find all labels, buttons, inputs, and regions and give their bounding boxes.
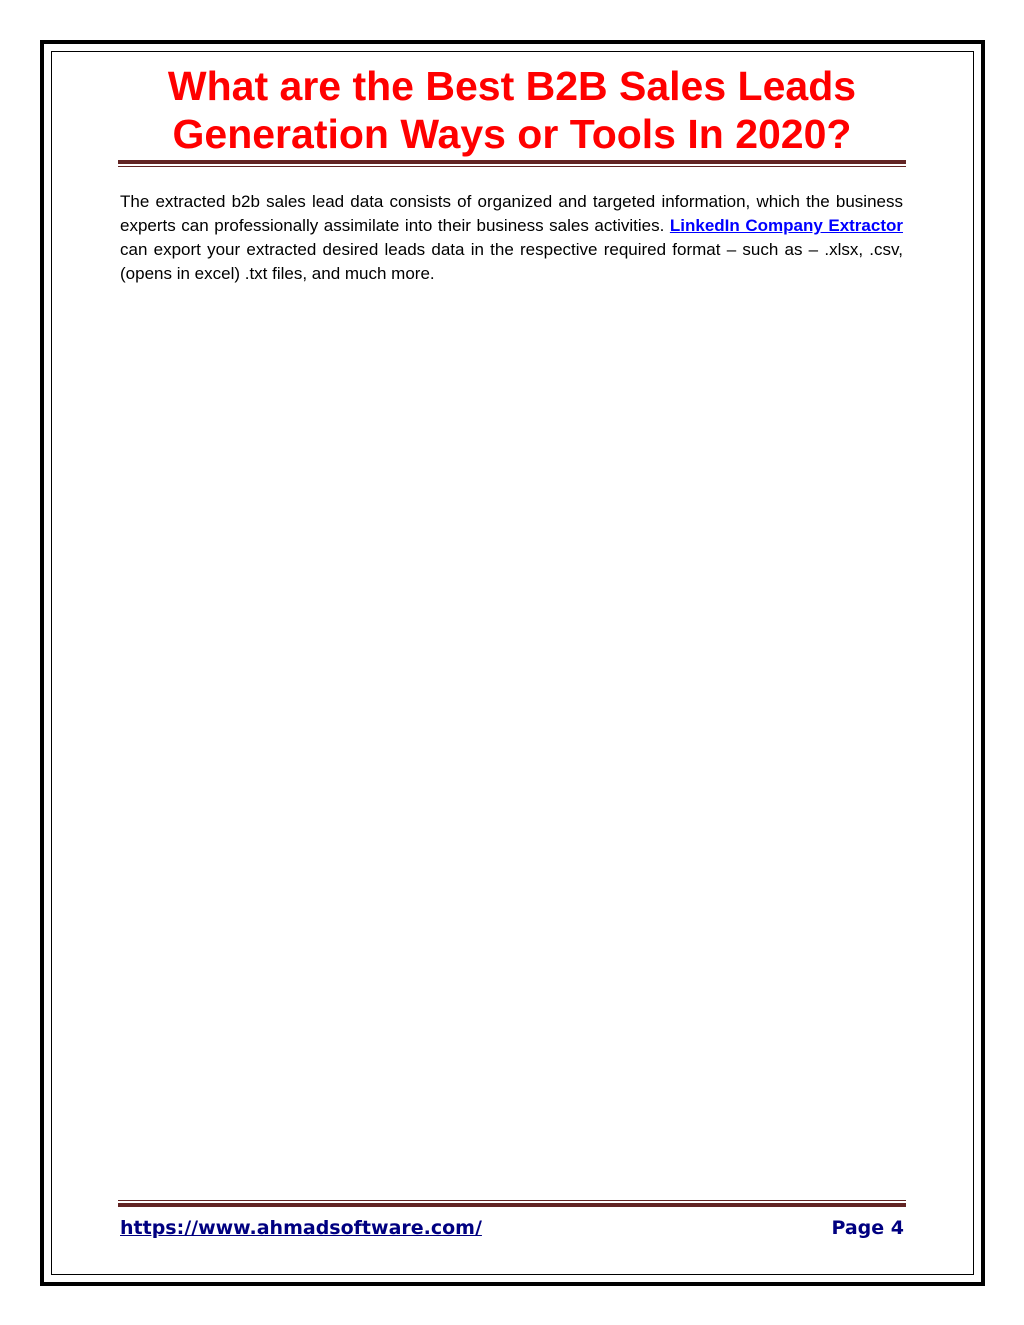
document-title: [118, 62, 906, 158]
body-paragraph: [120, 190, 903, 286]
paragraph-text-end: can export your extracted desired leads data in the respective required format – such as – .xlsx, .csv,(opens in excel) .txt files, and much more.: [120, 240, 903, 283]
paragraph-text-start: The extracted b2b sales lead data consists of organized and targeted information, which the business experts can professionally assimilate into their business sales activities.: [120, 192, 903, 235]
page-number: Page 4: [831, 1217, 904, 1239]
header-rule-thick: [118, 160, 906, 164]
header-rule-thin: [118, 166, 906, 167]
title-line-2: Generation Ways or Tools In 2020?: [172, 111, 852, 157]
title-line-1: What are the Best B2B Sales Leads: [167, 63, 857, 109]
footer-rule-thin: [118, 1200, 906, 1201]
linkedin-company-extractor-link[interactable]: LinkedIn Company Extractor: [669, 216, 903, 235]
footer-rule-thick: [118, 1203, 906, 1207]
footer-website-link[interactable]: https://www.ahmadsoftware.com/: [120, 1217, 482, 1239]
